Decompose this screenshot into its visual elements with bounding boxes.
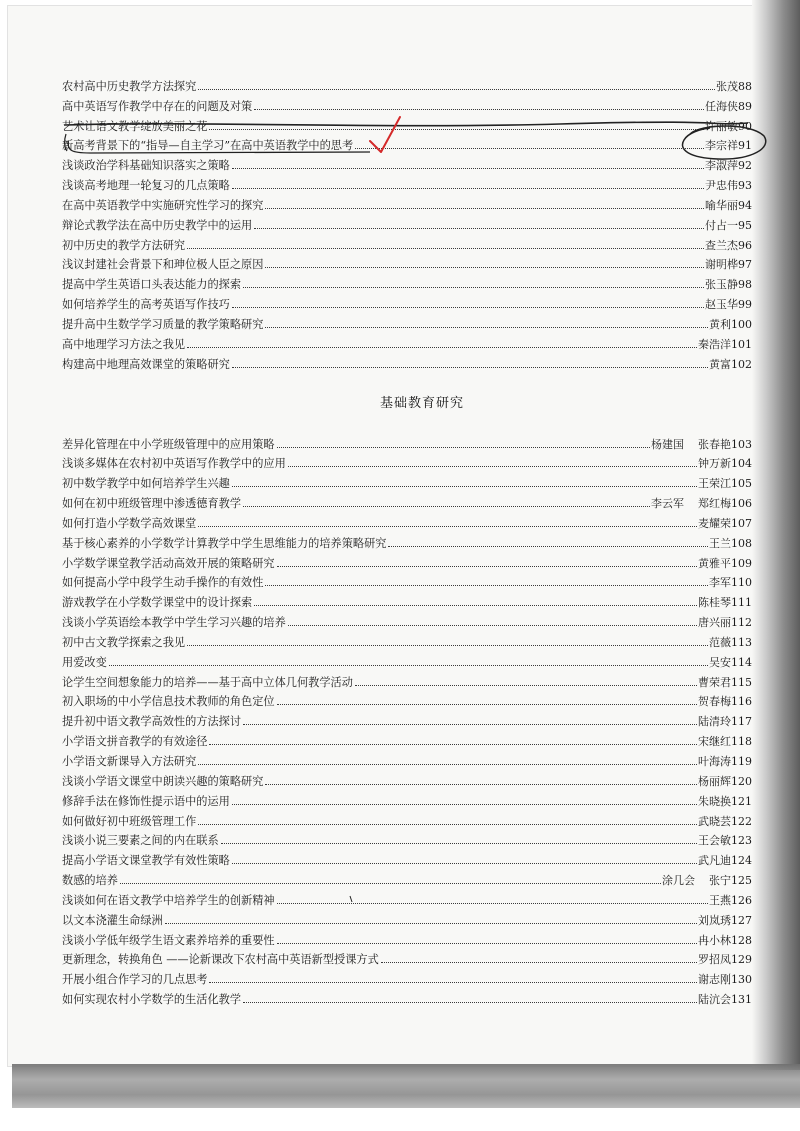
entry-author-page: 宋继红118 <box>698 735 752 749</box>
co-author-name: 杨建国 <box>651 437 684 451</box>
entry-author-page: 叶海涛119 <box>698 755 752 768</box>
entry-author-page: 王燕126 <box>709 893 752 907</box>
entry-title: 提升高中生数学学习质量的教学策略研究 <box>62 317 264 331</box>
toc-entry <box>62 690 752 710</box>
toc-entry <box>62 114 752 134</box>
entry-author-page: 任海侠89 <box>705 99 752 113</box>
entry-author-page: 唐兴丽112 <box>698 616 752 630</box>
dot-leader <box>209 982 697 983</box>
toc-entry <box>62 233 752 253</box>
entry-title: 以文本浇灌生命绿洲 <box>62 913 163 927</box>
entry-title: 浅谈小学语文课堂中朗读兴趣的策略研究 <box>62 774 264 788</box>
dot-leader <box>165 923 697 924</box>
dot-leader <box>209 129 704 130</box>
dot-leader <box>232 863 697 864</box>
dot-leader <box>277 704 697 705</box>
entry-author-page: 付占一95 <box>705 218 752 232</box>
dot-leader <box>288 466 697 467</box>
entry-author-page: 谢志刚130 <box>698 973 752 987</box>
toc-entry <box>62 967 752 987</box>
entry-author-page: 吴安114 <box>709 655 752 669</box>
dot-leader <box>265 208 704 209</box>
dot-leader <box>232 486 697 487</box>
dot-leader <box>198 824 697 825</box>
entry-author-page: 贺春梅116 <box>698 695 752 709</box>
toc-entry <box>62 511 752 531</box>
entry-author-page: 张宁125 <box>709 874 752 888</box>
entry-title: 初中历史的教学方法研究 <box>62 238 186 252</box>
toc-entry <box>62 432 752 452</box>
entry-title: 如何在初中班级管理中渗透德育教学 <box>62 497 242 511</box>
entry-author-page: 李宗祥91 <box>705 139 752 153</box>
toc-entry <box>62 452 752 472</box>
entry-title: 农村高中历史教学方法探究 <box>62 79 197 93</box>
entry-author-page: 陈桂琴111 <box>698 596 752 610</box>
toc-entry <box>62 173 752 193</box>
entry-title: 浅谈政治学科基础知识落实之策略 <box>62 159 230 173</box>
toc-entry <box>62 709 752 729</box>
dot-leader <box>265 267 704 268</box>
dot-leader <box>254 228 704 229</box>
dot-leader <box>243 1002 697 1003</box>
dot-leader <box>277 566 697 567</box>
entry-author-page: 陆清玲117 <box>698 715 752 729</box>
entry-author-page: 冉小林128 <box>698 933 752 947</box>
dot-leader <box>254 605 697 606</box>
toc-entry <box>62 94 752 114</box>
entry-title: 如何做好初中班级管理工作 <box>62 814 197 828</box>
toc-entry <box>62 868 752 888</box>
entry-author-page: 张茂88 <box>716 79 752 93</box>
entry-author-page: 张春艳103 <box>698 437 752 451</box>
entry-author-page: 曹荣君115 <box>698 675 752 689</box>
toc-entry <box>62 531 752 551</box>
entry-title: 浅议封建社会背景下和珅位极人臣之原因 <box>62 258 264 272</box>
entry-title: 修辞手法在修饰性提示语中的运用 <box>62 794 230 808</box>
entry-title: 数感的培养 <box>62 874 118 888</box>
entry-author-page: 查兰杰96 <box>705 238 752 252</box>
dot-leader <box>288 625 697 626</box>
entry-title: 浅谈多媒体在农村初中英语写作教学中的应用 <box>62 457 286 471</box>
dot-leader <box>232 804 697 805</box>
dot-leader <box>232 168 704 169</box>
entry-title: 高中地理学习方法之我见 <box>62 337 186 351</box>
dot-leader <box>187 248 704 249</box>
entry-author-page: 罗招凤129 <box>698 953 752 967</box>
toc-entry <box>62 670 752 690</box>
entry-co-author <box>651 497 698 511</box>
toc-entry <box>62 848 752 868</box>
entry-author-page: 王会敏123 <box>698 834 752 848</box>
entry-title: 小学语文拼音教学的有效途径 <box>62 735 208 749</box>
table-of-contents <box>62 74 752 1007</box>
dot-leader <box>243 506 650 507</box>
dot-leader <box>232 188 704 189</box>
dot-leader <box>277 447 650 448</box>
entry-title: 提升初中语文教学高效性的方法探讨 <box>62 715 242 729</box>
toc-entry <box>62 789 752 809</box>
toc-entry <box>62 987 752 1007</box>
entry-title: 艺术让语文教学绽放美丽之花 <box>62 119 208 133</box>
entry-author-page: 范薇113 <box>709 635 752 649</box>
toc-entry <box>62 829 752 849</box>
toc-entry <box>62 630 752 650</box>
entry-title: 小学数学课堂教学活动高效开展的策略研究 <box>62 556 275 570</box>
entry-author-page: 李淑萍92 <box>705 159 752 173</box>
entry-title: 浅谈如何在语文教学中培养学生的创新精神 <box>62 893 275 907</box>
toc-group-1 <box>62 74 752 372</box>
entry-title: 浅谈小说三要素之间的内在联系 <box>62 834 219 848</box>
entry-title: 用爱改变 <box>62 655 107 669</box>
entry-author-page: 尹忠伟93 <box>705 179 752 193</box>
entry-author-page: 王兰108 <box>709 536 752 550</box>
dot-leader <box>209 744 697 745</box>
dot-leader <box>277 903 708 904</box>
toc-entry <box>62 729 752 749</box>
toc-entry <box>62 650 752 670</box>
entry-title: 构建高中地理高效课堂的策略研究 <box>62 357 230 371</box>
entry-author-page: 喻华丽94 <box>705 198 752 212</box>
entry-title: 如何培养学生的高考英语写作技巧 <box>62 298 230 312</box>
toc-entry <box>62 332 752 352</box>
co-author-name: 李云军 <box>651 497 684 511</box>
toc-entry <box>62 292 752 312</box>
entry-author-page: 黄富102 <box>709 357 752 371</box>
toc-entry <box>62 272 752 292</box>
dot-leader <box>187 645 708 646</box>
dot-leader <box>221 843 697 844</box>
entry-author-page: 秦浩洋101 <box>698 337 752 351</box>
dot-leader <box>232 367 708 368</box>
entry-title: 更新理念，转换角色 ——论新课改下农村高中英语新型授课方式 <box>62 953 379 967</box>
toc-entry <box>62 948 752 968</box>
entry-author-page: 许丽敏90 <box>705 119 752 133</box>
dot-leader <box>265 784 697 785</box>
entry-title: 论学生空间想象能力的培养——基于高中立体几何教学活动 <box>62 675 353 689</box>
entry-title: 初中古文教学探索之我见 <box>62 635 186 649</box>
entry-title: 在高中英语教学中实施研究性学习的探究 <box>62 198 264 212</box>
entry-title: 差异化管理在中小学班级管理中的应用策略 <box>62 437 275 451</box>
entry-title: 初中数学教学中如何培养学生兴趣 <box>62 477 230 491</box>
entry-title: 浅谈小学英语绘本教学中学生学习兴趣的培养 <box>62 616 286 630</box>
page-edge-shadow <box>752 0 800 1070</box>
toc-entry <box>62 749 752 769</box>
toc-entry <box>62 491 752 511</box>
dot-leader <box>254 109 704 110</box>
dot-leader <box>243 287 704 288</box>
entry-title: 辩论式教学法在高中历史教学中的运用 <box>62 218 253 232</box>
toc-entry <box>62 471 752 491</box>
entry-author-page: 刘岚琇127 <box>698 913 752 927</box>
toc-entry <box>62 769 752 789</box>
entry-title: 浅谈高考地理一轮复习的几点策略 <box>62 179 230 193</box>
toc-entry <box>62 74 752 94</box>
dot-leader <box>355 148 704 149</box>
dot-leader <box>120 883 661 884</box>
entry-title: 游戏教学在小学数学课堂中的设计探索 <box>62 596 253 610</box>
dot-leader <box>277 943 697 944</box>
dot-leader <box>265 327 708 328</box>
entry-author-page: 张玉静98 <box>705 278 752 292</box>
entry-title: 开展小组合作学习的几点思考 <box>62 973 208 987</box>
entry-title: 新高考背景下的“指导—自主学习”在高中英语教学中的思考 <box>62 139 354 153</box>
dot-leader <box>355 685 697 686</box>
toc-entry <box>62 551 752 571</box>
toc-entry <box>62 352 752 372</box>
dot-leader <box>243 724 697 725</box>
entry-author-page: 朱晓换121 <box>698 794 752 808</box>
dot-leader <box>232 307 704 308</box>
entry-title: 高中英语写作教学中存在的问题及对策 <box>62 99 253 113</box>
co-author-name: 涂几会 <box>662 874 695 888</box>
section-heading: 基础教育研究 <box>379 396 464 412</box>
entry-author-page: 王荣江105 <box>698 477 752 491</box>
entry-co-author <box>651 438 698 452</box>
entry-author-page: 黄利100 <box>709 317 752 331</box>
toc-entry <box>62 908 752 928</box>
entry-author-page: 陆沆会131 <box>698 993 752 1007</box>
entry-author-page: 麦耀荣107 <box>698 516 752 530</box>
dot-leader <box>265 585 708 586</box>
entry-title: 浅谈小学低年级学生语文素养培养的重要性 <box>62 933 275 947</box>
dot-leader <box>187 347 697 348</box>
entry-author-page: 郑红梅106 <box>698 497 752 511</box>
entry-title: 如何实现农村小学数学的生活化教学 <box>62 993 242 1007</box>
entry-author-page: 黄雅平109 <box>698 556 752 570</box>
toc-entry <box>62 193 752 213</box>
entry-title: 初入职场的中小学信息技术教师的角色定位 <box>62 695 275 709</box>
toc-entry <box>62 610 752 630</box>
toc-entry <box>62 253 752 273</box>
dot-leader <box>198 89 715 90</box>
entry-author-page: 武晓芸122 <box>698 814 752 828</box>
entry-title: 如何提高小学中段学生动手操作的有效性 <box>62 576 264 590</box>
entry-author-page: 钟万新104 <box>698 457 752 471</box>
dot-leader <box>109 665 708 666</box>
toc-group-2 <box>62 432 752 1007</box>
toc-entry <box>62 888 752 908</box>
toc-entry <box>62 590 752 610</box>
toc-entry <box>62 928 752 948</box>
toc-entry <box>62 312 752 332</box>
entry-title: 基于核心素养的小学数学计算教学中学生思维能力的培养策略研究 <box>62 536 387 550</box>
dot-leader <box>388 546 708 547</box>
toc-entry <box>62 213 752 233</box>
entry-author-page: 谢明桦97 <box>705 258 752 272</box>
entry-title: 提高中学生英语口头表达能力的探索 <box>62 278 242 292</box>
entry-title: 小学语文新课导入方法研究 <box>62 755 197 768</box>
toc-entry <box>62 134 752 154</box>
entry-author-page: 赵玉华99 <box>705 298 752 312</box>
scanner-bottom-edge <box>12 1064 800 1108</box>
dot-leader <box>198 526 697 527</box>
entry-title: 如何打造小学数学高效课堂 <box>62 516 197 530</box>
dot-leader <box>381 962 697 963</box>
entry-title: 提高小学语文课堂教学有效性策略 <box>62 854 230 868</box>
dot-leader <box>198 764 697 765</box>
toc-entry <box>62 153 752 173</box>
entry-co-author <box>662 874 709 888</box>
entry-author-page: 杨丽辉120 <box>698 774 752 788</box>
entry-author-page: 李军110 <box>709 576 752 590</box>
toc-entry <box>62 571 752 591</box>
toc-entry <box>62 809 752 829</box>
entry-author-page: 武凡迪124 <box>698 854 752 868</box>
